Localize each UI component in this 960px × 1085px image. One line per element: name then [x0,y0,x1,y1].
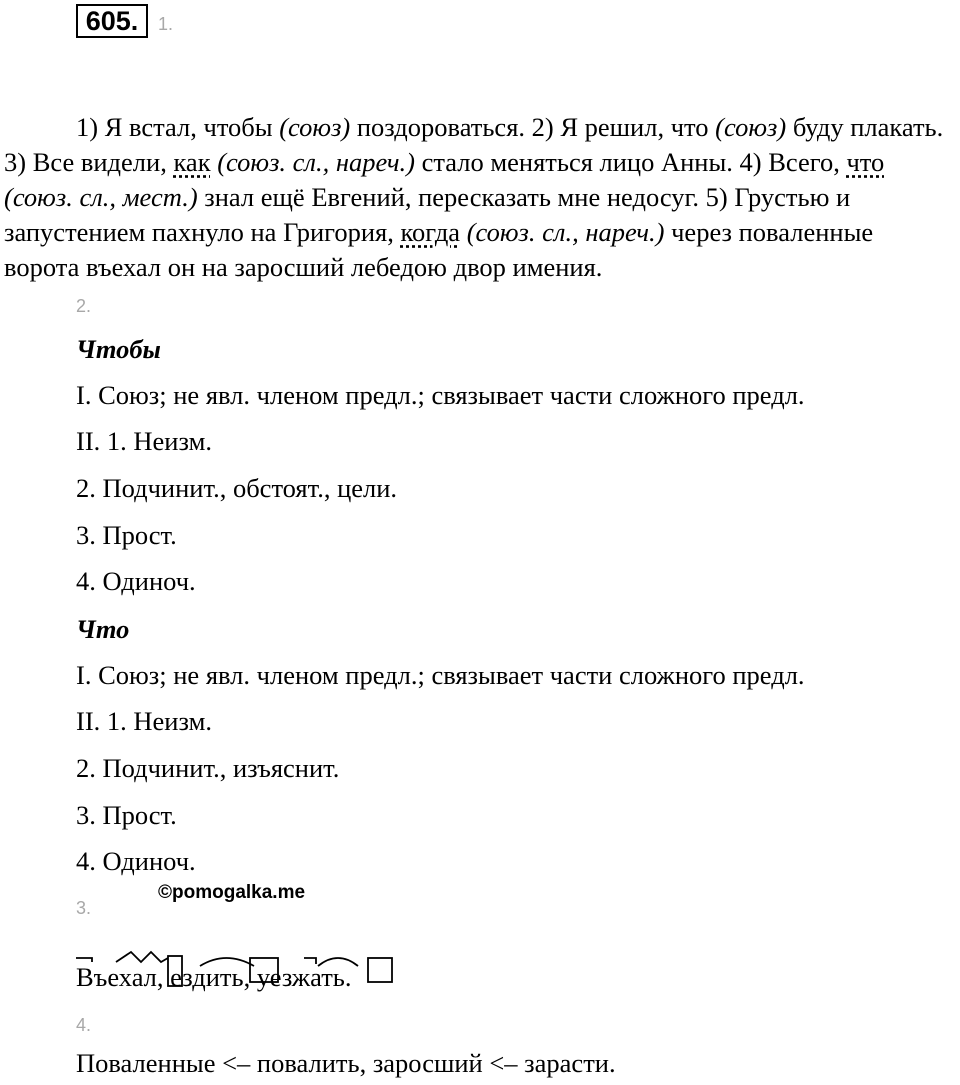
morph-word-vyehal: Въехал [76,962,157,992]
analysis-line: 4. Одиноч. [76,566,196,596]
analysis-line: II. 1. Неизм. [76,426,212,456]
underlined-word-chto: что [846,147,885,177]
sentence-text: поздороваться. 2) Я решил, что [350,112,716,142]
part-label-1: 1. [158,14,174,34]
separator: , [243,962,257,992]
exercise-number: 605. [76,4,148,38]
analysis-line: 3. Прост. [76,800,177,830]
sentence-text: 1) Я встал, чтобы [76,112,280,142]
note-conj-word: (союз. сл., мест.) [4,182,198,212]
underlined-word-kogda: когда [400,217,461,247]
analysis-line: 3. Прост. [76,520,177,550]
note-conj: (союз) [279,112,351,142]
analysis-line: 2. Подчинит., обстоят., цели. [76,473,398,503]
morpheme-marks [76,948,406,998]
sentence-text: знал ещё Евгений, пересказать мне недосуг. 5) Грустью и запустением пахнуло на Григория, [4,182,851,247]
watermark: ©pomogalka.me [158,882,306,903]
sentence-text: через поваленные ворота въехал он на заросший лебедою двор имения. [4,217,874,282]
morph-word-uezzhat: уезжать [256,962,345,992]
analysis-line: 2. Подчинит., изъяснит. [76,753,340,783]
period: . [344,962,352,992]
word-derivation-line: Поваленные <– повалить, заросший <– зарасти. [76,1048,616,1078]
part-label-3: 3. [76,898,92,918]
sentence-text: стало меняться лицо Анны. 4) Всего, [415,147,847,177]
analysis-line: I. Союз; не явл. членом предл.; связывает части сложного предл. [76,660,805,690]
analysis-line: II. 1. Неизм. [76,706,212,736]
analysis-line: I. Союз; не явл. членом предл.; связывает части сложного предл. [76,380,805,410]
morph-word-ezdit: ездить [170,962,244,992]
underlined-word-kak: как [173,147,211,177]
part-label-2: 2. [76,296,92,316]
part-label-4: 4. [76,1015,92,1035]
morpheme-analysis [76,962,351,993]
part1-paragraph [4,110,954,285]
separator: , [156,962,171,992]
analysis-line: 4. Одиноч. [76,846,196,876]
note-conj: (союз) [715,112,787,142]
word-title-chto: Что [76,614,130,644]
note-conj-word: (союз. сл., нареч.) [210,147,415,177]
note-conj-word: (союз. сл., нареч.) [460,217,665,247]
sentence-text: буду плакать. 3) Все видели, [4,112,944,177]
word-title-chtoby: Чтобы [76,334,161,364]
